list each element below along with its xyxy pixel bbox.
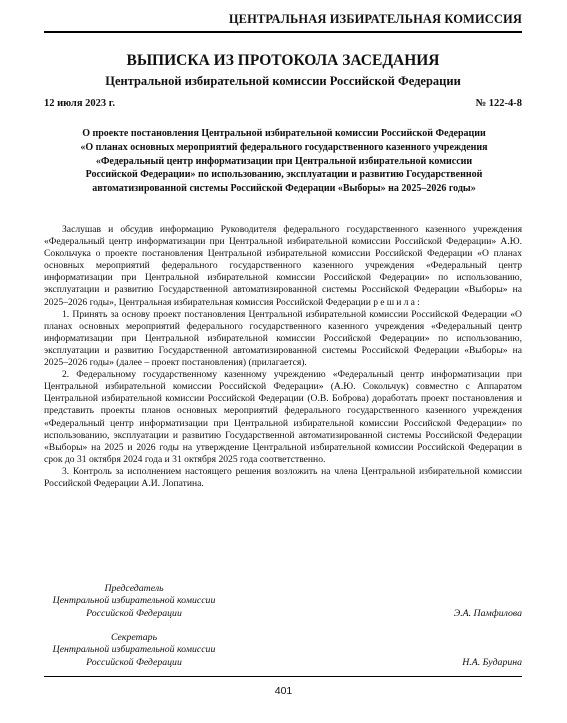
footer-rule xyxy=(44,676,522,677)
secretary-signature-block xyxy=(44,632,522,669)
document-title: ВЫПИСКА ИЗ ПРОТОКОЛА ЗАСЕДАНИЯ xyxy=(126,52,440,69)
intro-paragraph xyxy=(44,224,522,309)
document-subtitle: Центральной избирательной комиссии Российской Федерации xyxy=(105,74,461,88)
document-number: № 122-4-8 xyxy=(475,98,522,109)
secretary-name: Н.А. Бударина xyxy=(462,656,522,668)
page-number: 401 xyxy=(274,685,293,697)
item-1: 1. Принять за основу проект постановления Центральной избирательной комиссии Российской Федерации «О планах основных мероприятий федерального государственного казенного учреждения «Федеральный центр информатизации при Центральной избирательной комиссии Российской Федерации» по использованию, эксплуатации и развитию Государственной автоматизированной системы Российской Федерации «Выборы» на 2025–2026 годы» (далее – проект постановления) (прилагается). xyxy=(44,308,522,369)
resolution-title: О проекте постановления Центральной избирательной комиссии Российской Федерации «О планах основных мероприятий федерального государственного казенного учреждения «Федеральный центр информатизации при Центральной избирательной комиссии Российской Федерации» по использованию, эксплуатации и развитию Государственной автоматизированной системы Российской Федерации «Выборы» на 2025–2026 годы» xyxy=(80,128,488,195)
meta-row xyxy=(44,98,522,109)
chair-signature-block xyxy=(44,583,522,620)
chair-role-line3: Российской Федерации xyxy=(86,607,182,619)
chair-role xyxy=(44,583,224,620)
body-text xyxy=(44,224,522,490)
chair-role-line1: Председатель xyxy=(104,583,164,594)
item-3: 3. Контроль за исполнением настоящего решения возложить на члена Центральной избирательной комиссии Российской Федерации А.И. Лопатина. xyxy=(44,465,522,489)
secretary-role-line1: Секретарь xyxy=(110,632,158,643)
secretary-role-line2: Центральной избирательной комиссии xyxy=(52,644,216,656)
header-rule xyxy=(44,31,522,33)
secretary-role-line3: Российской Федерации xyxy=(86,656,182,668)
chair-name: Э.А. Памфилова xyxy=(453,607,522,619)
secretary-role xyxy=(44,632,224,669)
running-header: ЦЕНТРАЛЬНАЯ ИЗБИРАТЕЛЬНАЯ КОМИССИЯ xyxy=(228,12,522,26)
document-date: 12 июля 2023 г. xyxy=(44,98,115,109)
intro-text: Заслушав и обсудив информацию Руководителя федерального государственного казенного учреждения «Федеральный центр информатизации при Центральной избирательной комиссии Российской Федерации» А.Ю. Сокольчука о проекте постановления Центральной избирательной комиссии Российской Федерации «О планах основных мероприятий федерального государственного казенного учреждения «Федеральный центр информатизации при Центральной избирательной комиссии Российской Федерации» по использованию, эксплуатации и развитию Государственной автоматизированной системы Российской Федерации «Выборы» на 2025–2026 годы», Центральная избирательная комиссия Российской Федерации xyxy=(44,224,522,308)
chair-role-line2: Центральной избирательной комиссии xyxy=(52,595,216,607)
decided-word: решила: xyxy=(373,296,422,308)
item-2: 2. Федеральному государственному казенному учреждению «Федеральный центр информатизации при Центральной избирательной комиссии Российской Федерации» (А.Ю. Сокольчук) совместно с Аппаратом Центральной избирательной комиссии Российской Федерации (О.В. Боброва) доработать проект постановления и представить проекты планов основных мероприятий федерального государственного казенного учреждения «Федеральный центр информатизации при Центральной избирательной комиссии Российской Федерации» по использованию, эксплуатации и развитию Государственной автоматизированной системы Российской Федерации «Выборы» на 2025 и 2026 годы на утверждение Центральной избирательной комиссии Российской Федерации в срок до 31 октября 2024 года и 31 октября 2025 года соответственно. xyxy=(44,369,522,465)
